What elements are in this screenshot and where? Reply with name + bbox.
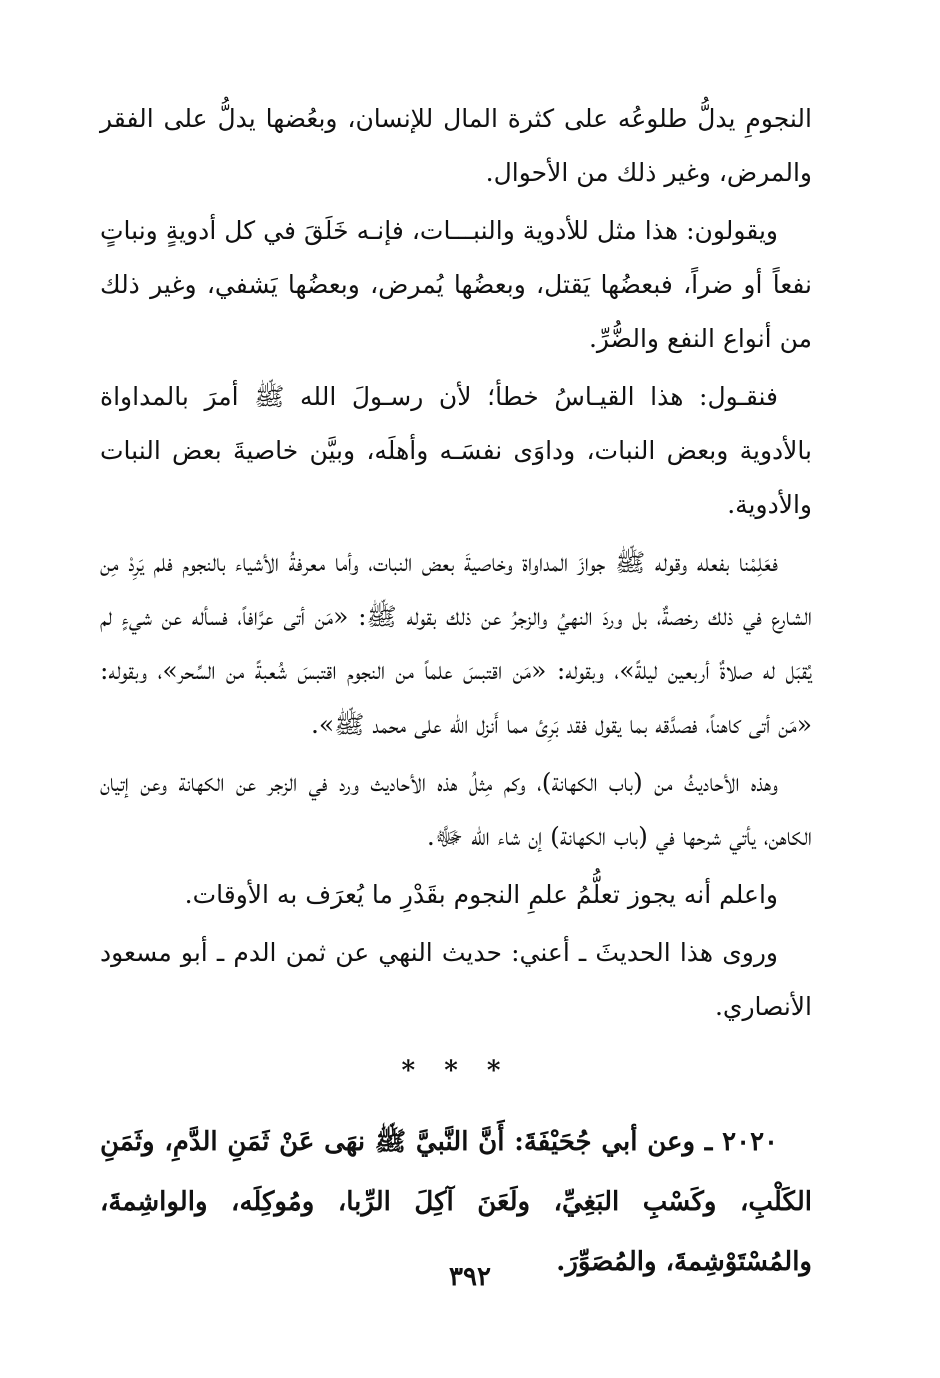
paragraph-permissible: واعلم أنه يجوز تعلُّمُ علمِ النجوم بقَدْرِ ما يُعرَف به الأوقات. (184, 880, 778, 909)
page-body (100, 92, 812, 1292)
paragraph-hadith-evidence: فعَلِمْنا بفعله وقوله ﷺ جوازَ المداواة وخاصيةَ بعض النبات، وأما معرفةُ الأشياء بالنجوم فلم يَرِدْ مِن الشارع في ذلك رخصةٌ، بل وردَ النهيُ والزجرُ عن ذلك بقوله ﷺ: «مَن أتى عرَّافاً، فسأله عن شيءٍ لم يُقبَل له صلاةٌ أربعين ليلةً»، وبقوله: «مَن اقتبسَ علماً من النجوم اقتبسَ شُعبةً من السِّحر»، وبقوله: «مَن أتى كاهناً، فصدَّقه بما يقول فقد بَرِئ مما أَنزل الله على محمد ﷺ». (100, 548, 812, 739)
paragraph-analogy: ويقولون: هذا مثل للأدوية والنبـــات، فإنـه خَلَقَ في كل أدويةٍ ونباتٍ نفعاً أو ضراً، فبعضُها يَقتل، وبعضُها يُمرض، وبعضُها يَشفي، وغير ذلك من أنواع النفع والضُّرِّ. (100, 216, 812, 353)
paragraph-narrator: وروى هذا الحديثَ ـ أعني: حديث النهي عن ثمن الدم ـ أبو مسعود الأنصاري. (100, 938, 812, 1021)
page-number: ٣٩٢ (449, 1262, 491, 1292)
paragraph-response: فنقـول: هذا القيـاسُ خطأ؛ لأن رسـولَ الله ﷺ أمرَ بالمداواة بالأدوية وبعض النبات، وداوَى نفسَـه وأهلَه، وبيَّن خاصيةَ بعض النبات والأدوية. (100, 382, 812, 519)
paragraph-continuation: النجومِ يدلُّ طلوعُه على كثرة المال للإنسان، وبعُضها يدلُّ على الفقر والمرض، وغير ذلك من الأحوال. (100, 104, 812, 187)
hadith-2020: ٢٠٢٠ ـ وعن أبي جُحَيْفَةَ: أَنَّ النَّبيَّ ﷺ نهَى عَنْ ثَمَنِ الدَّمِ، وثَمَنِ الكَلْبِ، وكَسْبِ البَغِيِّ، ولَعَنَ آكِلَ الرِّبا، ومُوكِلَه، والواشِمةَ، والمُسْتَوْشِمةَ، والمُصَوِّرَ. (100, 1127, 812, 1277)
section-separator: * * * (401, 1056, 511, 1086)
paragraph-kahana: وهذه الأحاديثُ من (باب الكهانة)، وكم مِثلُ هذه الأحاديث ورد في الزجر عن الكهانة وعن إتيان الكاهن، يأتي شرحها في (باب الكهانة) إن شاء الله ﷻ. (100, 768, 812, 851)
